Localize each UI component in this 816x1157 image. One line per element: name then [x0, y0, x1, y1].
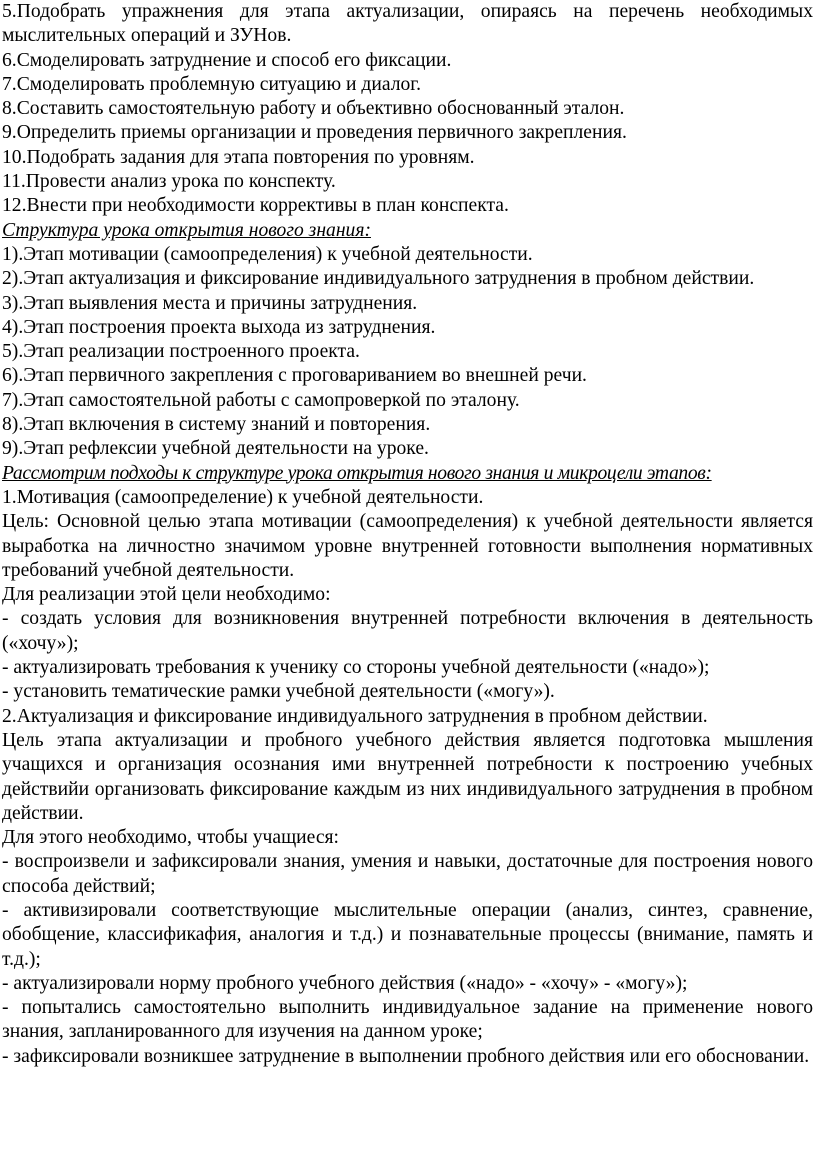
section2-title: 2.Актуализация и фиксирование индивидуального затруднения в пробном действии. — [2, 705, 708, 727]
plan-step: 9.Определить приемы организации и проведения первичного закрепления. — [2, 122, 627, 144]
section2-bullet: - активизировали соответствующие мыслительные операции (анализ, синтез, сравнение, обобщение, классификафия, аналогия и т.д.) и познавательные процессы (внимание, память и т.д.); — [2, 899, 813, 970]
section2-lead: Для этого необходимо, чтобы учащиеся: — [2, 827, 339, 849]
plan-step: 10.Подобрать задания для этапа повторения по уровням. — [2, 146, 475, 168]
structure-item: 6).Этап первичного закрепления с проговариванием во внешней речи. — [2, 365, 587, 387]
structure-item: 9).Этап рефлексии учебной деятельности на уроке. — [2, 438, 429, 460]
plan-step: 12.Внести при необходимости коррективы в план конспекта. — [2, 195, 509, 217]
section1-lead: Для реализации этой цели необходимо: — [2, 584, 331, 606]
structure-item: 2).Этап актуализация и фиксирование индивидуального затруднения в пробном действии. — [2, 268, 755, 290]
section2-bullet: - зафиксировали возникшее затруднение в выполнении пробного действия или его обосновании. — [2, 1045, 810, 1067]
section2-goal: Цель этапа актуализации и пробного учебного действия является подготовка мышления учащихся и организация осознания ими внутренней потребности к построению учебных действийи организовать фиксирование каждым из них индивидуального затруднения в пробном действии. — [2, 729, 813, 824]
section1-bullet: - создать условия для возникновения внутренней потребности включения в деятельность («хочу»); — [2, 608, 813, 654]
section1-goal: Цель: Основной целью этапа мотивации (самоопределения) к учебной деятельности является выработка на личностно значимом уровне внутренней готовности выполнения нормативных требований учебной деятельности. — [2, 511, 813, 581]
section1-bullet: - актуализировать требования к ученику со стороны учебной деятельности («надо»); — [2, 657, 710, 679]
plan-step: 5.Подобрать упражнения для этапа актуализации, опираясь на перечень необходимых мыслительных операций и ЗУНов. — [2, 1, 813, 47]
structure-item: 7).Этап самостоятельной работы с самопроверкой по эталону. — [2, 389, 520, 411]
structure-item: 8).Этап включения в систему знаний и повторения. — [2, 414, 431, 436]
structure-item: 1).Этап мотивации (самоопределения) к учебной деятельности. — [2, 243, 533, 265]
section1-title: 1.Мотивация (самоопределение) к учебной деятельности. — [2, 486, 484, 508]
structure-item: 3).Этап выявления места и причины затруднения. — [2, 292, 418, 314]
plan-step: 7.Смоделировать проблемную ситуацию и диалог. — [2, 73, 421, 95]
structure-item: 5).Этап реализации построенного проекта. — [2, 341, 360, 363]
plan-step: 6.Смоделировать затруднение и способ его фиксации. — [2, 49, 452, 71]
plan-step: 11.Провести анализ урока по конспекту. — [2, 171, 336, 193]
section2-bullet: - попытались самостоятельно выполнить индивидуальное задание на применение нового знания, запланированного для изучения на данном уроке; — [2, 997, 813, 1043]
section1-bullet: - установить тематические рамки учебной деятельности («могу»). — [2, 681, 555, 703]
plan-step: 8.Составить самостоятельную работу и объективно обоснованный эталон. — [2, 98, 625, 120]
section2-bullet: - актуализировали норму пробного учебного действия («надо» - «хочу» - «могу»); — [2, 972, 688, 994]
approaches-heading: Рассмотрим подходы к структуре урока открытия нового знания и микроцели этапов: — [2, 462, 712, 484]
section2-bullet: - воспроизвели и зафиксировали знания, умения и навыки, достаточные для построения нового способа действий; — [2, 851, 813, 897]
structure-heading: Структура урока открытия нового знания: — [2, 219, 371, 241]
structure-item: 4).Этап построения проекта выхода из затруднения. — [2, 316, 436, 338]
